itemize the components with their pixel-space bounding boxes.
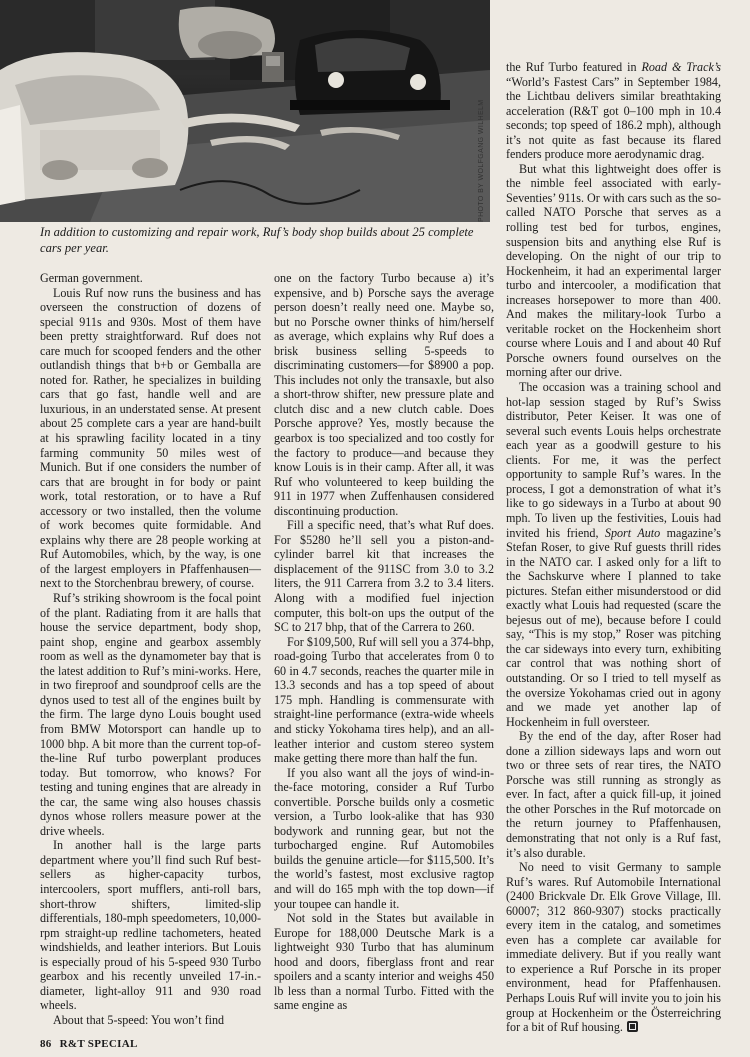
article-column-3	[506, 60, 721, 1035]
paragraph: For $109,500, Ruf will sell you a 374-bhp, road-going Turbo that accelerates from 0 to 60 in 4.7 seconds, reaches the quarter mile in 13.3 seconds and has a top speed of about 175 mph. Handling is commensurate with straight-line performance (extra-wide wheels and sticky Yokohama tires help), and an all-leather interior and custom stereo system make getting there more than half the fun.	[274, 634, 494, 766]
paragraph: In another hall is the large parts department where you’ll find such Ruf best-sellers as higher-capacity turbos, intercoolers, sport mufflers, anti-roll bars, short-throw shifters, limited-slip differentials, 180-mph speedometers, 10,000-rpm straight-up redline tachometers, heated windshields, and leather interiors. But Louis is especially proud of his 5-speed 930 Turbo gearbox and his recently unveiled 17-in.-diameter, light-alloy 911 and 930 road wheels.	[40, 838, 261, 1013]
paragraph-text: No need to visit Germany to sample Ruf’s wares. Ruf Automobile International (2400 Brickvale Dr. Elk Grove Village, Ill. 60007; 312 860-9307) stocks practically every item in the catalog, and sometimes even has a complete car available for immediate delivery. But if you really want to experience a Ruf Porsche in its proper environment, head for Pfaffenhausen. Perhaps Louis Ruf will invite you to join his group at Hockenheim or the Österreichring for a bit of Ruf housing.	[506, 860, 721, 1035]
paragraph-text: The occasion was a training school and hot-lap session staged by Ruf’s Swiss distributor, Peter Keiser. It was one of several such events Louis helps orchestrate each year as a goodwill gesture to his clients. For me, it was the perfect opportunity to sample Ruf’s wares. In the process, I got a demonstration of what it’s like to go sideways in a Turbo at about 90 mph. To liven up the festivities, Louis had invited his friend,	[506, 380, 721, 540]
paragraph: one on the factory Turbo because a) it’s expensive, and b) Porsche says the average person doesn’t really need one. Maybe so, but no Porsche owner thinks of him/herself as average, which explains why Ruf does a brisk business selling 5-speeds to discriminating customers—for $8900 a pop. This includes not only the transaxle, but also a short-throw shifter, new pressure plate and clutch disc and a new clutch cable. Does Porsche approve? Yes, mostly because the gearbox is too specialized and too costly for the factory to produce—and because they know Louis is in their camp. After all, it was Ruf who volunteered to keep building the 911 in 1977 when Zuffenhausen considered discontinuing production.	[274, 271, 494, 518]
paragraph: Not sold in the States but available in Europe for 188,000 Deutsche Mark is a lightweight 930 Turbo that has aluminum hood and doors, fiberglass front and rear spoilers and a scanty interior and weighs 450 lb less than a normal Turbo. Fitted with the same engine as	[274, 911, 494, 1013]
paragraph-text: magazine’s Stefan Roser, to give Ruf guests thrill rides in the NATO car. I asked only for a lift to the Sachskurve where I planned to take pictures. Stefan either misunderstood or did exactly what Louis had requested (scare the bejesus out of me), because before I could say, “This is my stop,” Roser was pitching the car sideways into every turn, exhibiting car control that was nothing short of outstanding. Or so I tried to tell myself as the oversize Yokohamas cried out in agony and we made yet another lap of Hockenheim in full oversteer.	[506, 525, 722, 729]
page-footer	[40, 1038, 138, 1050]
publication-name: R&T SPECIAL	[59, 1038, 138, 1050]
publication-title: Sport Auto	[604, 525, 661, 540]
workshop-photo-illustration	[0, 0, 490, 222]
paragraph	[506, 380, 721, 729]
paragraph: Fill a specific need, that’s what Ruf does. For $5280 he’ll sell you a piston-and-cylinder barrel kit that increases the displacement of the 911SC from 3.0 to 3.2 liters, the 911 Carrera from 3.2 to 3.4 liters. Along with a modified fuel injection computer, this bolt-on ups the output of the SC to 217 bhp, that of the Carrera to 260.	[274, 518, 494, 635]
publication-title: Road & Track’s	[641, 60, 721, 74]
paragraph: German government.	[40, 271, 143, 285]
photo-credit: PHOTO BY WOLFGANG WILHELM	[478, 99, 485, 222]
paragraph	[506, 860, 721, 1035]
paragraph: By the end of the day, after Roser had done a zillion sideways laps and worn out two or three sets of rear tires, the NATO Porsche was still running as strongly as ever. In fact, after a quick fill-up, it joined the other Porsches in the Ruf motorcade on the return journey to Pfaffenhausen, demonstrating that not only is a Ruf fast, it’s also durable.	[506, 729, 721, 860]
workshop-photo	[0, 0, 490, 222]
paragraph: If you also want all the joys of wind-in-the-face motoring, consider a Ruf Turbo convertible. Porsche builds only a cosmetic version, a Turbo look-alike that has 930 bodywork and running gear, but not the turbocharged engine. Ruf Automobiles builds the genuine article—for $115,500. It’s the world’s fastest, most exclusive ragtop and will do 165 mph with the top down—if your toupee can handle it.	[274, 765, 494, 911]
end-of-article-icon	[627, 1021, 638, 1032]
paragraph	[506, 60, 721, 162]
paragraph: About that 5-speed: You won’t find	[53, 1012, 225, 1027]
article-column-2	[274, 271, 494, 1013]
article-column-1	[40, 271, 261, 1027]
paragraph-text: “World’s Fastest Cars” in September 1984, the Lichtbau delivers similar breathtaking acceleration (R&T got 0–100 mph in 10.4 seconds; top speed of 186.2 mph), although it’s not quite as fast because its flared fenders produce more aerodynamic drag.	[506, 74, 721, 162]
page-number: 86	[40, 1038, 52, 1050]
paragraph: Louis Ruf now runs the business and has overseen the construction of dozens of special 911s and 930s. Most of them have been pretty straightforward. Ruf does not care much for scooped fenders and the other outlandish things that b+b or Gemballa are noted for. Rather, he specializes in building cars that go fast, handle well and are luxurious, in an understated sense. At present about 25 complete cars a year are hand-built at his sprawling facility located in a tiny farming community 50 miles west of Munich. But if one considers the number of cars that are brought in for body or paint work, total restoration, or to have a Ruf accessory or two installed, then the volume of work becomes quite formidable. And explains why there are 28 people working at Ruf Automobiles, which, by the way, is one of the largest employers in Pfaffenhausen—next to the Storchenbrau brewery, of course.	[40, 285, 261, 591]
paragraph-text: the Ruf Turbo featured in	[506, 60, 642, 74]
paragraph: But what this lightweight does offer is the nimble feel associated with early-Seventies’ 911s. Or with cars such as the so-called NATO Porsche that serves as a rolling test bed for turbos, engines, suspension bits and anything else Ruf is developing. On the night of our trip to Hockenheim, it had an experimental larger turbo and intercooler, a modification that increases horsepower to more than 400. And makes the military-look Turbo a veritable rocket on the Hockenheim short course where Louis and I and about 40 Ruf Porsche owners found ourselves on the morning after our drive.	[506, 161, 721, 380]
paragraph: Ruf’s striking showroom is the focal point of the plant. Radiating from it are halls that house the service department, body shop, paint shop, engine and gearbox assembly room as well as the dynamometer bay that is the latest addition to Ruf’s mini-works. Here, in two fireproof and soundproof cells are the dynos used to test all of the engines built by the firm. The large dyno Louis bought used from BMW Motorsport can handle up to 1000 bhp. A bit more than the current top-of-the-line Ruf turbo powerplant produces today. But tomorrow, who knows? For testing and tuning engines that are already in the car, the same wing also houses chassis dynos whose rollers measure power at the drive wheels.	[40, 591, 261, 838]
photo-caption: In addition to customizing and repair work, Ruf’s body shop builds about 25 complete cars per year.	[40, 225, 474, 255]
